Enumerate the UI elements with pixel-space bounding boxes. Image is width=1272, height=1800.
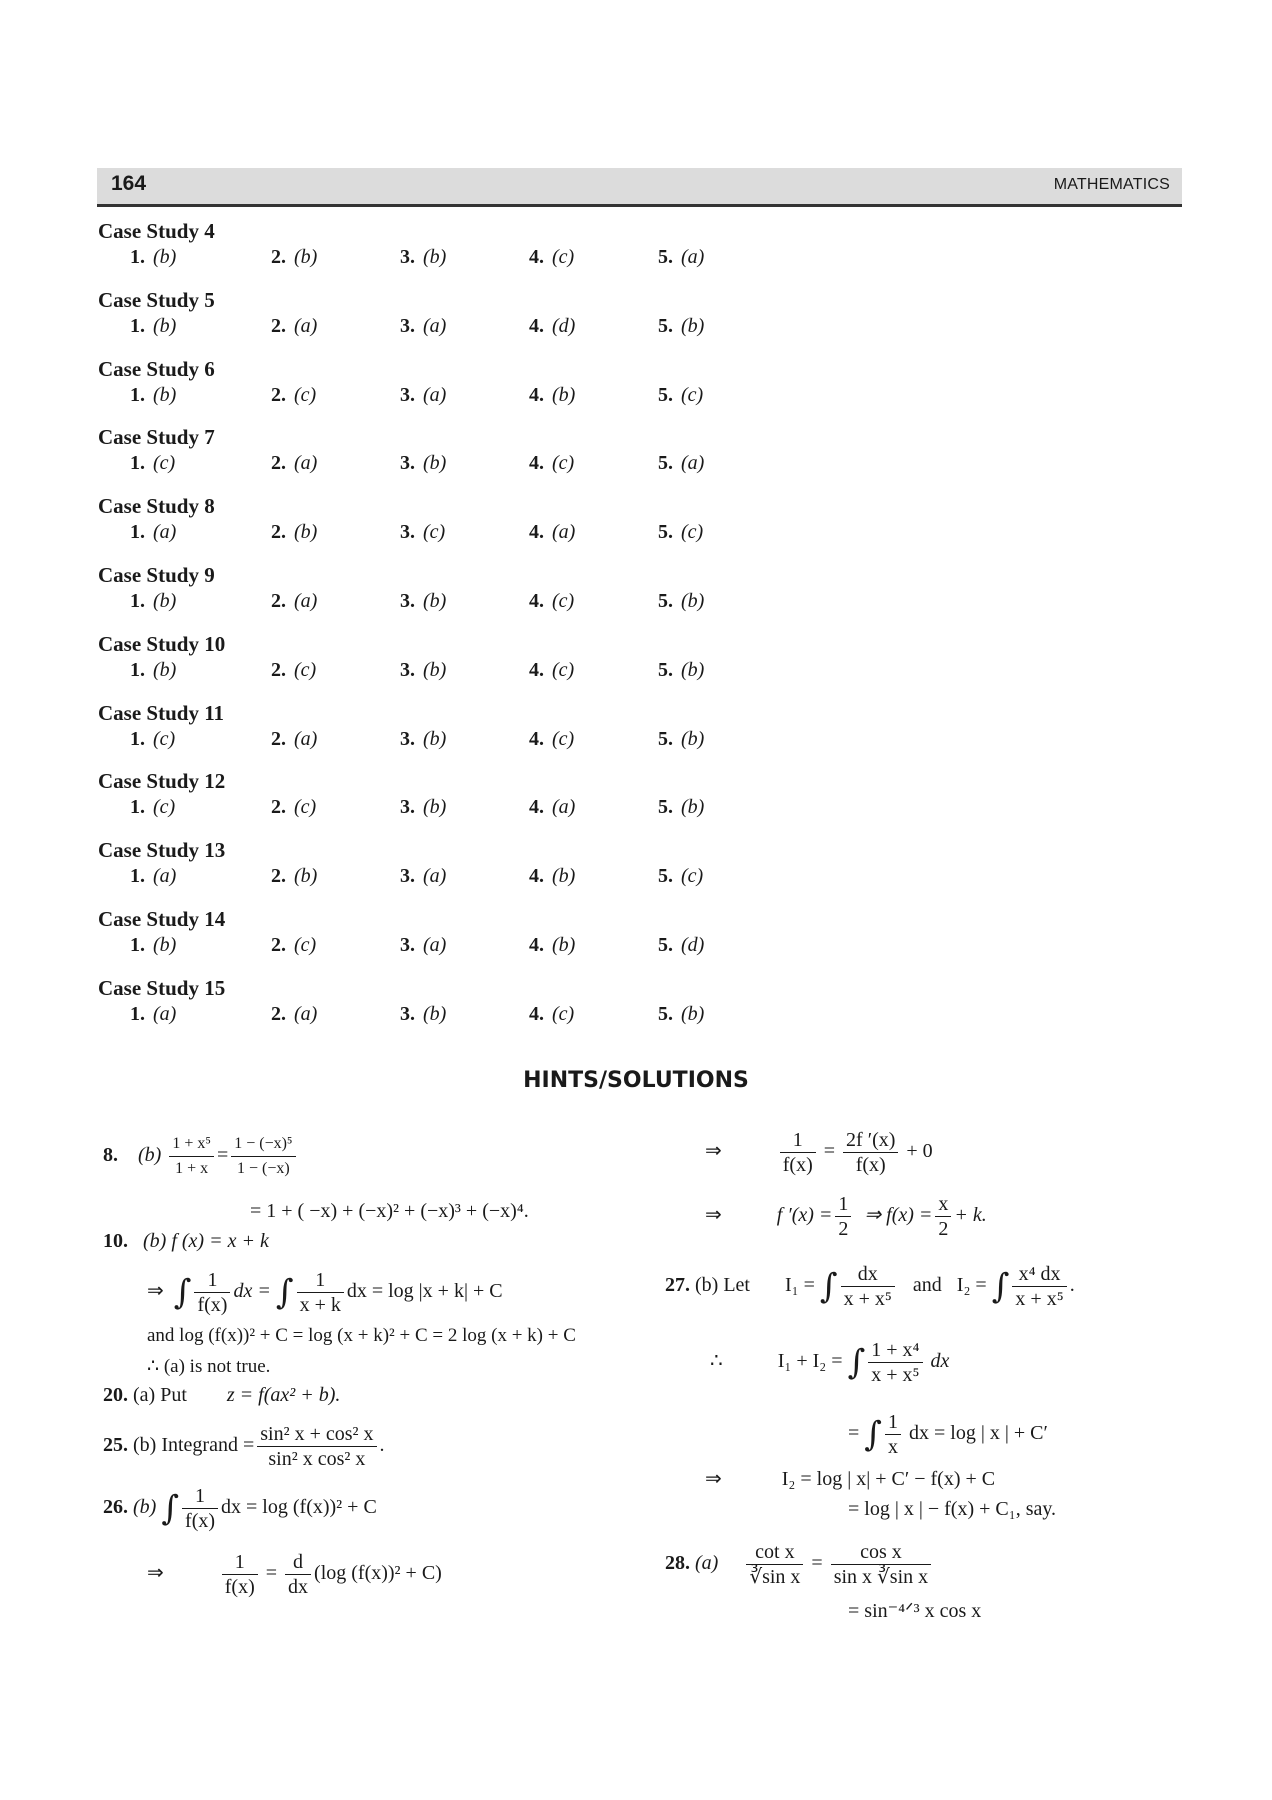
hint-q27-line5: = log | x | − f(x) + C₁, say. <box>848 1498 1057 1520</box>
hint-q27-line2: ∴ I₁ + I₂ = ∫ $\frac{\text{1 + x⁴}}{\text{x + x⁵}}$ dx <box>710 1339 950 1386</box>
case-study-title: Case Study 15 <box>98 975 226 1000</box>
answer-item: 5. (c) <box>658 865 704 888</box>
case-study-block <box>98 904 705 968</box>
hint-q28-line2: = sin⁻⁴ᐟ³ x cos x <box>848 1600 982 1622</box>
answer-item: 1. (b) <box>130 314 177 337</box>
answer-item: 2. (b) <box>271 521 318 544</box>
hint-q26-line2: ⇒ $\frac{1}{f(x)}$ = $\frac{d}{dx}$ (log (f(x))² + C) <box>147 1551 442 1598</box>
answer-item: 5. (c) <box>658 383 704 406</box>
answer-item: 1. (c) <box>130 727 176 750</box>
answer-item: 3. (a) <box>400 383 447 406</box>
hint-q26-line3: ⇒ $\frac{1}{f(x)}$ = $\frac{2f '(x)}{f(x)}$ + 0 <box>705 1129 933 1176</box>
answer-item: 5. (b) <box>658 590 705 612</box>
answer-row <box>98 590 705 624</box>
answer-item: 4. (c) <box>529 590 575 612</box>
answer-item: 4. (c) <box>529 1002 575 1025</box>
page-number: 164 <box>111 172 147 195</box>
answer-item: 1. (c) <box>130 796 176 819</box>
answer-row <box>98 727 705 762</box>
case-study-title: Case Study 9 <box>98 563 215 587</box>
hint-q28: 28. (a) $\frac{\text{cot x}}{\text{∛sin x}}$ = $\frac{\text{cos x}}{\text{sin x ∛sin x}}$ <box>665 1540 934 1589</box>
answer-item: 3. (b) <box>400 727 447 750</box>
hint-q25: 25. (b) Integrand = $\frac{\text{sin² x + cos² x}}{\text{sin² x cos² x}}$ . <box>103 1423 385 1470</box>
answer-row <box>98 452 705 486</box>
case-study-title: Case Study 4 <box>98 219 215 243</box>
case-study-block <box>98 629 705 693</box>
hints-title: HINTS/SOLUTIONS <box>523 1068 749 1093</box>
answer-item: 1. (b) <box>130 383 177 406</box>
answer-item: 4. (a) <box>529 521 576 544</box>
case-study-title: Case Study 7 <box>98 425 215 450</box>
answer-item: 5. (b) <box>658 658 705 681</box>
hint-q26: 26. (b) ∫ $\frac{1}{f(x)}$ dx = log (f(x))² + C <box>103 1485 377 1532</box>
case-study-block <box>98 698 705 762</box>
answer-item: 2. (a) <box>271 590 318 612</box>
answer-item: 2. (b) <box>271 246 318 268</box>
hint-q10-line2: ⇒ ∫ $\frac{1}{f(x)}$ dx = ∫ $\frac{1}{x + k}$ dx = log |x + k| + C <box>147 1269 503 1316</box>
case-study-block <box>98 973 705 1037</box>
answer-item: 3. (c) <box>400 521 446 544</box>
answer-item: 5. (c) <box>658 521 704 544</box>
case-study-block <box>98 491 704 555</box>
answer-item: 2. (a) <box>271 1002 318 1025</box>
hint-q10-line4: ∴ (a) is not true. <box>147 1356 271 1377</box>
case-study-title: Case Study 14 <box>98 907 226 931</box>
case-study-title: Case Study 5 <box>98 287 215 312</box>
answer-item: 1. (b) <box>130 246 177 268</box>
answer-row <box>98 865 704 899</box>
case-study-block <box>98 835 704 899</box>
answer-row <box>98 246 705 280</box>
answer-row <box>98 1002 705 1037</box>
case-study-title: Case Study 13 <box>98 838 226 863</box>
page-header <box>97 168 1182 207</box>
answer-item: 1. (a) <box>130 521 177 544</box>
case-study-title: Case Study 8 <box>98 494 215 519</box>
answer-item: 3. (a) <box>400 865 447 888</box>
answer-item: 3. (b) <box>400 590 447 612</box>
case-study-title: Case Study 6 <box>98 356 215 381</box>
case-study-block <box>98 285 705 349</box>
case-study-title: Case Study 11 <box>98 700 225 725</box>
answer-item: 4. (d) <box>529 314 576 337</box>
hint-q27: 27. (b) Let I₁ = ∫ $\frac{dx}{\text{x + x⁵}}$ and I₂ = ∫ $\frac{\text{x⁴ dx}}{\text{x + x⁵}}$ . <box>665 1263 1075 1310</box>
answer-item: 2. (a) <box>271 314 318 337</box>
answer-item: 4. (b) <box>529 934 576 956</box>
case-study-block <box>98 766 705 830</box>
answer-item: 4. (c) <box>529 246 575 268</box>
answer-item: 4. (c) <box>529 658 575 681</box>
answer-item: 2. (c) <box>271 934 317 956</box>
answer-item: 5. (b) <box>658 314 705 337</box>
answer-item: 4. (c) <box>529 452 575 475</box>
answer-item: 3. (b) <box>400 452 447 475</box>
answer-item: 2. (b) <box>271 865 318 888</box>
answer-item: 4. (c) <box>529 727 575 750</box>
answer-item: 3. (b) <box>400 658 447 681</box>
hint-q8: 8. (b) $\frac{\text{1 + x⁵}}{1 + x}$ = $\frac{\text{1 − (−x)⁵}}{1 - (-x)}$ <box>103 1132 299 1181</box>
answer-item: 3. (b) <box>400 1002 447 1025</box>
answer-row <box>98 314 705 349</box>
answer-item: 1. (a) <box>130 1002 177 1025</box>
answer-item: 2. (c) <box>271 658 317 681</box>
answer-item: 4. (b) <box>529 383 576 406</box>
case-study-title: Case Study 12 <box>98 769 226 794</box>
hint-q26-line4: ⇒ f ′(x) = $\frac{1}{2}$ ⇒ f(x) = $\frac{x}{2}$ + k. <box>705 1193 987 1240</box>
hint-q8-line2: = 1 + ( −x) + (−x)² + (−x)³ + (−x)⁴. <box>250 1200 529 1222</box>
answer-row <box>98 796 705 830</box>
case-study-block <box>98 354 704 418</box>
answer-item: 3. (a) <box>400 934 447 956</box>
hint-q27-line4: ⇒ I₂ = log | x| + C′ − f(x) + C <box>705 1468 996 1490</box>
hint-q10: 10. (b) f (x) = x + k <box>103 1230 269 1252</box>
answer-item: 5. (a) <box>658 452 705 475</box>
answer-item: 5. (b) <box>658 1002 705 1025</box>
answer-item: 3. (b) <box>400 246 447 268</box>
answer-item: 3. (a) <box>400 314 447 337</box>
answer-row <box>98 658 705 693</box>
case-study-block <box>98 422 705 486</box>
answer-item: 4. (a) <box>529 796 576 819</box>
answer-item: 5. (b) <box>658 796 705 819</box>
answer-item: 3. (b) <box>400 796 447 819</box>
case-study-block <box>98 560 705 624</box>
answer-item: 2. (a) <box>271 727 318 750</box>
answer-item: 5. (d) <box>658 934 705 956</box>
answer-row <box>98 521 704 555</box>
answer-row <box>98 383 704 418</box>
answer-item: 2. (c) <box>271 383 317 406</box>
answer-row <box>98 934 705 968</box>
answer-item: 2. (c) <box>271 796 317 819</box>
answer-item: 1. (b) <box>130 934 177 956</box>
case-study-title: Case Study 10 <box>98 631 226 656</box>
hint-q27-line3: = ∫ $\frac{1}{x}$ dx = log | x | + C′ <box>848 1411 1048 1458</box>
answer-item: 1. (c) <box>130 452 176 475</box>
answer-item: 2. (a) <box>271 452 318 475</box>
case-study-block <box>98 216 705 280</box>
hint-q20: 20. (a) Put z = f(ax² + b). <box>103 1384 341 1406</box>
hint-q10-line3: and log (f(x))² + C = log (x + k)² + C = 2 log (x + k) + C <box>147 1325 576 1346</box>
answer-item: 1. (b) <box>130 658 177 681</box>
answer-item: 1. (a) <box>130 865 177 888</box>
answer-item: 5. (b) <box>658 727 705 750</box>
subject-title: MATHEMATICS <box>1053 176 1170 193</box>
answer-item: 5. (a) <box>658 246 705 268</box>
answer-item: 1. (b) <box>130 590 177 612</box>
answer-item: 4. (b) <box>529 865 576 888</box>
